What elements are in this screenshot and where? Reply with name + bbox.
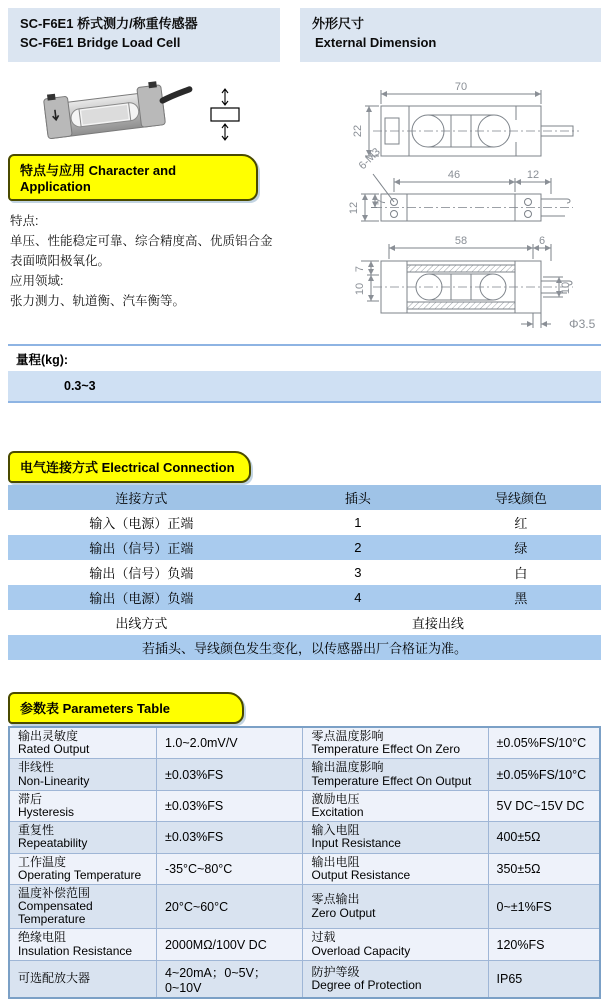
plug-cell: 3 [275, 560, 441, 585]
wiring-mode-label: 出线方式 [8, 610, 275, 635]
wire-color-cell: 白 [441, 560, 601, 585]
table-row [9, 929, 600, 960]
electrical-note: 若插头、导线颜色发生变化，以传感器出厂合格证为准。 [8, 635, 601, 660]
electrical-table [8, 485, 601, 660]
table-row [9, 884, 600, 929]
param-value: 20°C~60°C [156, 884, 303, 929]
wire-color-cell: 红 [441, 510, 601, 535]
electrical-section [8, 451, 601, 660]
table-row [9, 853, 600, 884]
dim-label-hole: Φ3.5 [569, 317, 596, 331]
col-header-wire-color: 导线颜色 [441, 485, 601, 510]
feature-line: 张力测力、轨道衡、汽车衡等。 [10, 294, 186, 308]
dimension-title-box [300, 8, 601, 62]
right-column [297, 76, 601, 338]
product-title-box [8, 8, 280, 62]
parameters-banner: 参数表 Parameters Table [8, 692, 244, 724]
col-header-plug: 插头 [275, 485, 441, 510]
dimension-title-cn: 外形尺寸 [312, 16, 365, 31]
range-value: 0.3~3 [64, 379, 96, 393]
dim-label-7i: 7 [376, 198, 388, 206]
electrical-banner: 电气连接方式 Electrical Connection [8, 451, 251, 483]
product-title-cn: SC-F6E1 桥式测力/称重传感器 [20, 16, 198, 31]
range-section [8, 344, 601, 403]
param-value: ±0.05%FS/10°C [488, 727, 600, 759]
parameters-banner-wrap [8, 692, 601, 724]
connection-cell: 输出（信号）正端 [8, 535, 275, 560]
photo-strip [8, 76, 297, 150]
param-value: 1.0~2.0mV/V [156, 727, 303, 759]
page-header [8, 8, 601, 62]
param-label: 输出温度影响 Temperature Effect On Output [303, 759, 488, 790]
feature-line: 单压、性能稳定可靠、综合精度高、优质铝合金 [10, 234, 273, 248]
table-row [9, 759, 600, 790]
dim-label-22: 22 [352, 124, 364, 138]
param-label: 过载 Overload Capacity [303, 929, 488, 960]
table-row [9, 790, 600, 821]
table-row [8, 510, 601, 535]
dimension-title-en: External Dimension [315, 34, 437, 50]
table-row [8, 560, 601, 585]
wiring-mode-row [8, 610, 601, 635]
load-direction-icon [203, 84, 249, 146]
parameters-table [8, 726, 601, 999]
param-label: 输出灵敏度 Rated Output [9, 727, 156, 759]
product-title-en: SC-F6E1 Bridge Load Cell [20, 34, 181, 50]
dim-label-7b: 7 [354, 265, 366, 273]
param-value: 5V DC~15V DC [488, 790, 600, 821]
param-value: 2000MΩ/100V DC [156, 929, 303, 960]
col-header-connection: 连接方式 [8, 485, 275, 510]
param-label: 滞后 Hysteresis [9, 790, 156, 821]
wiring-mode-value: 直接出线 [275, 610, 601, 635]
left-column [8, 76, 297, 338]
table-row [9, 960, 600, 998]
param-label: 输入电阻 Input Resistance [303, 822, 488, 853]
param-label: 可选配放大器 [9, 960, 156, 998]
range-label: 量程(kg): [16, 353, 69, 367]
dim-label-10b: 10 [354, 282, 366, 296]
dim-label-6: 6 [538, 235, 546, 247]
feature-line: 特点: [10, 214, 39, 228]
parameters-section [8, 692, 601, 999]
electrical-header-row [8, 485, 601, 510]
param-value: 4~20mA；0~5V；0~10V [156, 960, 303, 998]
table-row [9, 822, 600, 853]
connection-cell: 输出（电源）负端 [8, 585, 275, 610]
dim-label-10r: 10 [560, 281, 572, 295]
param-label: 工作温度 Operating Temperature [9, 853, 156, 884]
param-value: IP65 [488, 960, 600, 998]
dim-label-58: 58 [454, 235, 468, 247]
dim-label-70: 70 [454, 81, 468, 93]
param-value: ±0.03%FS [156, 822, 303, 853]
param-value: 400±5Ω [488, 822, 600, 853]
plug-cell: 4 [275, 585, 441, 610]
note-row [8, 635, 601, 660]
table-row [8, 585, 601, 610]
content-row [8, 76, 601, 338]
plug-cell: 1 [275, 510, 441, 535]
param-value: 0~±1%FS [488, 884, 600, 929]
feature-text [8, 211, 297, 311]
plug-cell: 2 [275, 535, 441, 560]
param-value: 120%FS [488, 929, 600, 960]
dimension-drawing [311, 76, 601, 334]
character-banner: 特点与应用 Character and Application [8, 154, 258, 201]
table-row [9, 727, 600, 759]
param-label: 零点温度影响 Temperature Effect On Zero [303, 727, 488, 759]
dim-label-12h: 12 [348, 201, 360, 215]
connection-cell: 输入（电源）正端 [8, 510, 275, 535]
param-value: ±0.05%FS/10°C [488, 759, 600, 790]
param-label: 非线性 Non-Linearity [9, 759, 156, 790]
wire-color-cell: 黑 [441, 585, 601, 610]
dim-label-6-M3: 6-M3 [356, 145, 383, 173]
param-label: 输出电阻 Output Resistance [303, 853, 488, 884]
param-label: 绝缘电阻 Insulation Resistance [9, 929, 156, 960]
param-label: 零点输出 Zero Output [303, 884, 488, 929]
param-value: 350±5Ω [488, 853, 600, 884]
param-label: 重复性 Repeatability [9, 822, 156, 853]
dim-label-46: 46 [447, 169, 461, 181]
wire-color-cell: 绿 [441, 535, 601, 560]
dim-label-12r: 12 [526, 169, 540, 181]
param-label: 温度补偿范围 Compensated Temperature [9, 884, 156, 929]
param-label: 防护等级 Degree of Protection [303, 960, 488, 998]
feature-line: 表面喷阳极氧化。 [10, 254, 111, 268]
load-cell-photo [8, 76, 193, 150]
electrical-banner-wrap [8, 451, 601, 483]
param-value: ±0.03%FS [156, 790, 303, 821]
param-value: ±0.03%FS [156, 759, 303, 790]
character-banner-wrap [8, 154, 258, 201]
connection-cell: 输出（信号）负端 [8, 560, 275, 585]
range-value-row [8, 371, 601, 403]
param-value: -35°C~80°C [156, 853, 303, 884]
table-row [8, 535, 601, 560]
param-label: 激励电压 Excitation [303, 790, 488, 821]
feature-line: 应用领域: [10, 274, 64, 288]
